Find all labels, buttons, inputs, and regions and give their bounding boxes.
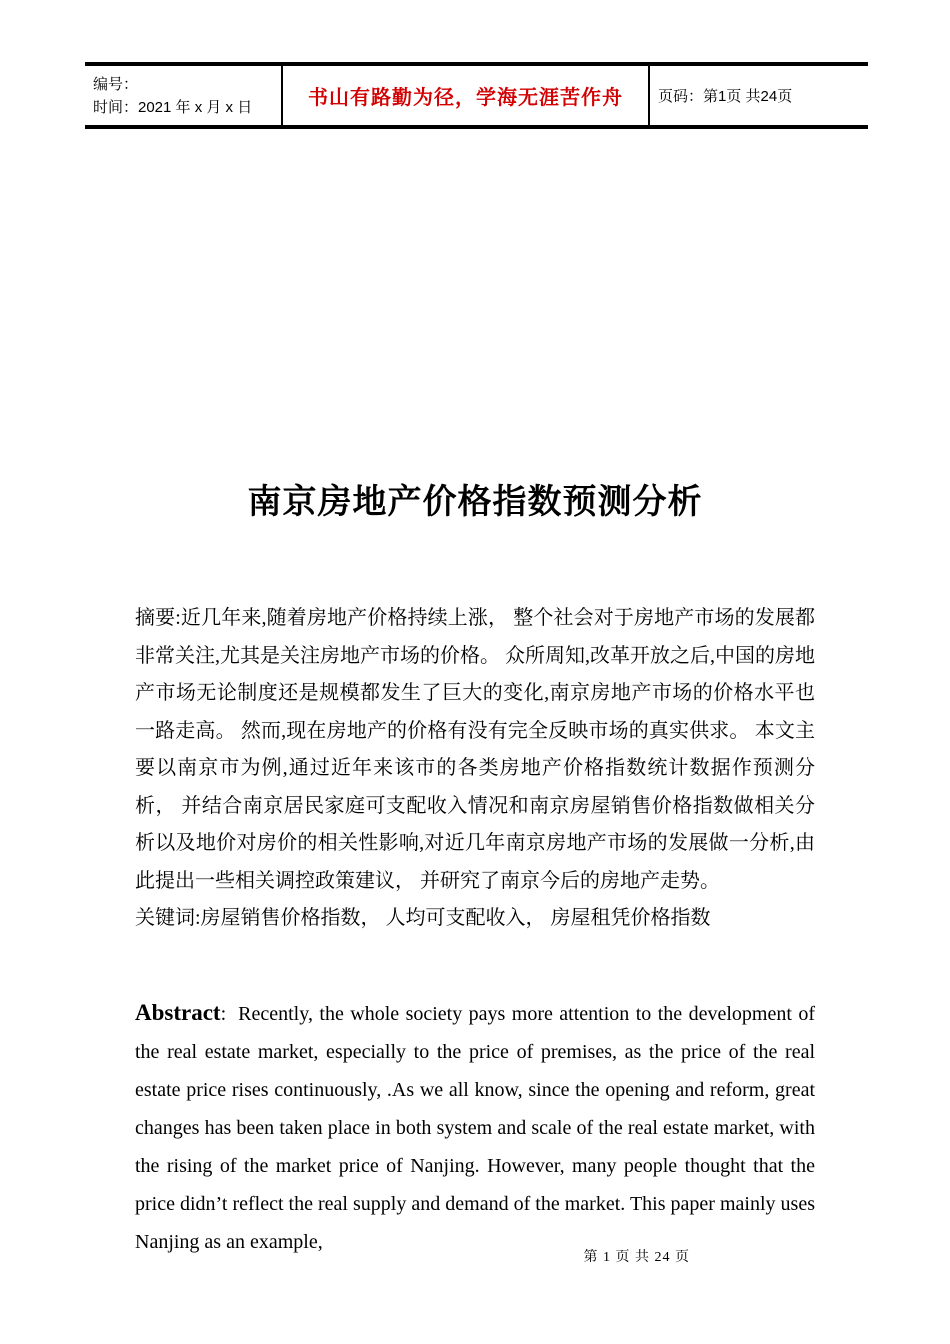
header-motto: 书山有路勤为径，学海无涯苦作舟: [308, 87, 623, 109]
header-date-label: 时间：2021 年 x 月 x 日: [93, 99, 253, 116]
abstract-english: [135, 994, 815, 1261]
document-body: [135, 600, 815, 1261]
header-meta-cell: [85, 66, 283, 125]
page-footer: 第 1 页 共 24 页: [583, 1250, 690, 1265]
header-number-label: 编号：: [93, 76, 139, 93]
abstract-english-label: Abstract: [135, 999, 221, 1025]
abstract-chinese: 摘要:近几年来,随着房地产价格持续上涨， 整个社会对于房地产市场的发展都非常关注,尤其是关注房地产市场的价格。 众所周知,改革开放之后,中国的房地产市场无论制度还是规模都发生了巨大的变化,南京房地产市场的价格水平也一路走高。 然而,现在房地产的价格有没有完全反映市场的真实供求。 本文主要以南京市为例,通过近年来该市的各类房地产价格指数统计数据作预测分析， 并结合南京居民家庭可支配收入情况和南京房屋销售价格指数做相关分析以及地价对房价的相关性影响,对近几年南京房地产市场的发展做一分析,由此提出一些相关调控政策建议， 并研究了南京今后的房地产走势。: [135, 607, 815, 892]
header-page-label: 页码：第1页 共24页: [658, 88, 793, 105]
abstract-english-text: Recently, the whole society pays more attention to the development of the real estate market, especially to the price of premises, as the price of the real estate price rises continuously, .As we all know, since the opening and reform, great changes has been taken place in both system and scale of the real estate market, with the rising of the market price of Nanjing. However, many people thought that the price didn’t reflect the real supply and demand of the market. This paper mainly uses Nanjing as an example,: [135, 1002, 815, 1253]
document-title: 南京房地产价格指数预测分析: [247, 483, 703, 521]
keywords-line: 关键词:房屋销售价格指数， 人均可支配收入， 房屋租凭价格指数: [135, 907, 711, 929]
header-motto-cell: [283, 66, 650, 125]
abstract-english-colon: :: [220, 1002, 227, 1025]
header-page-cell: [650, 66, 868, 125]
document-header: [85, 62, 868, 129]
